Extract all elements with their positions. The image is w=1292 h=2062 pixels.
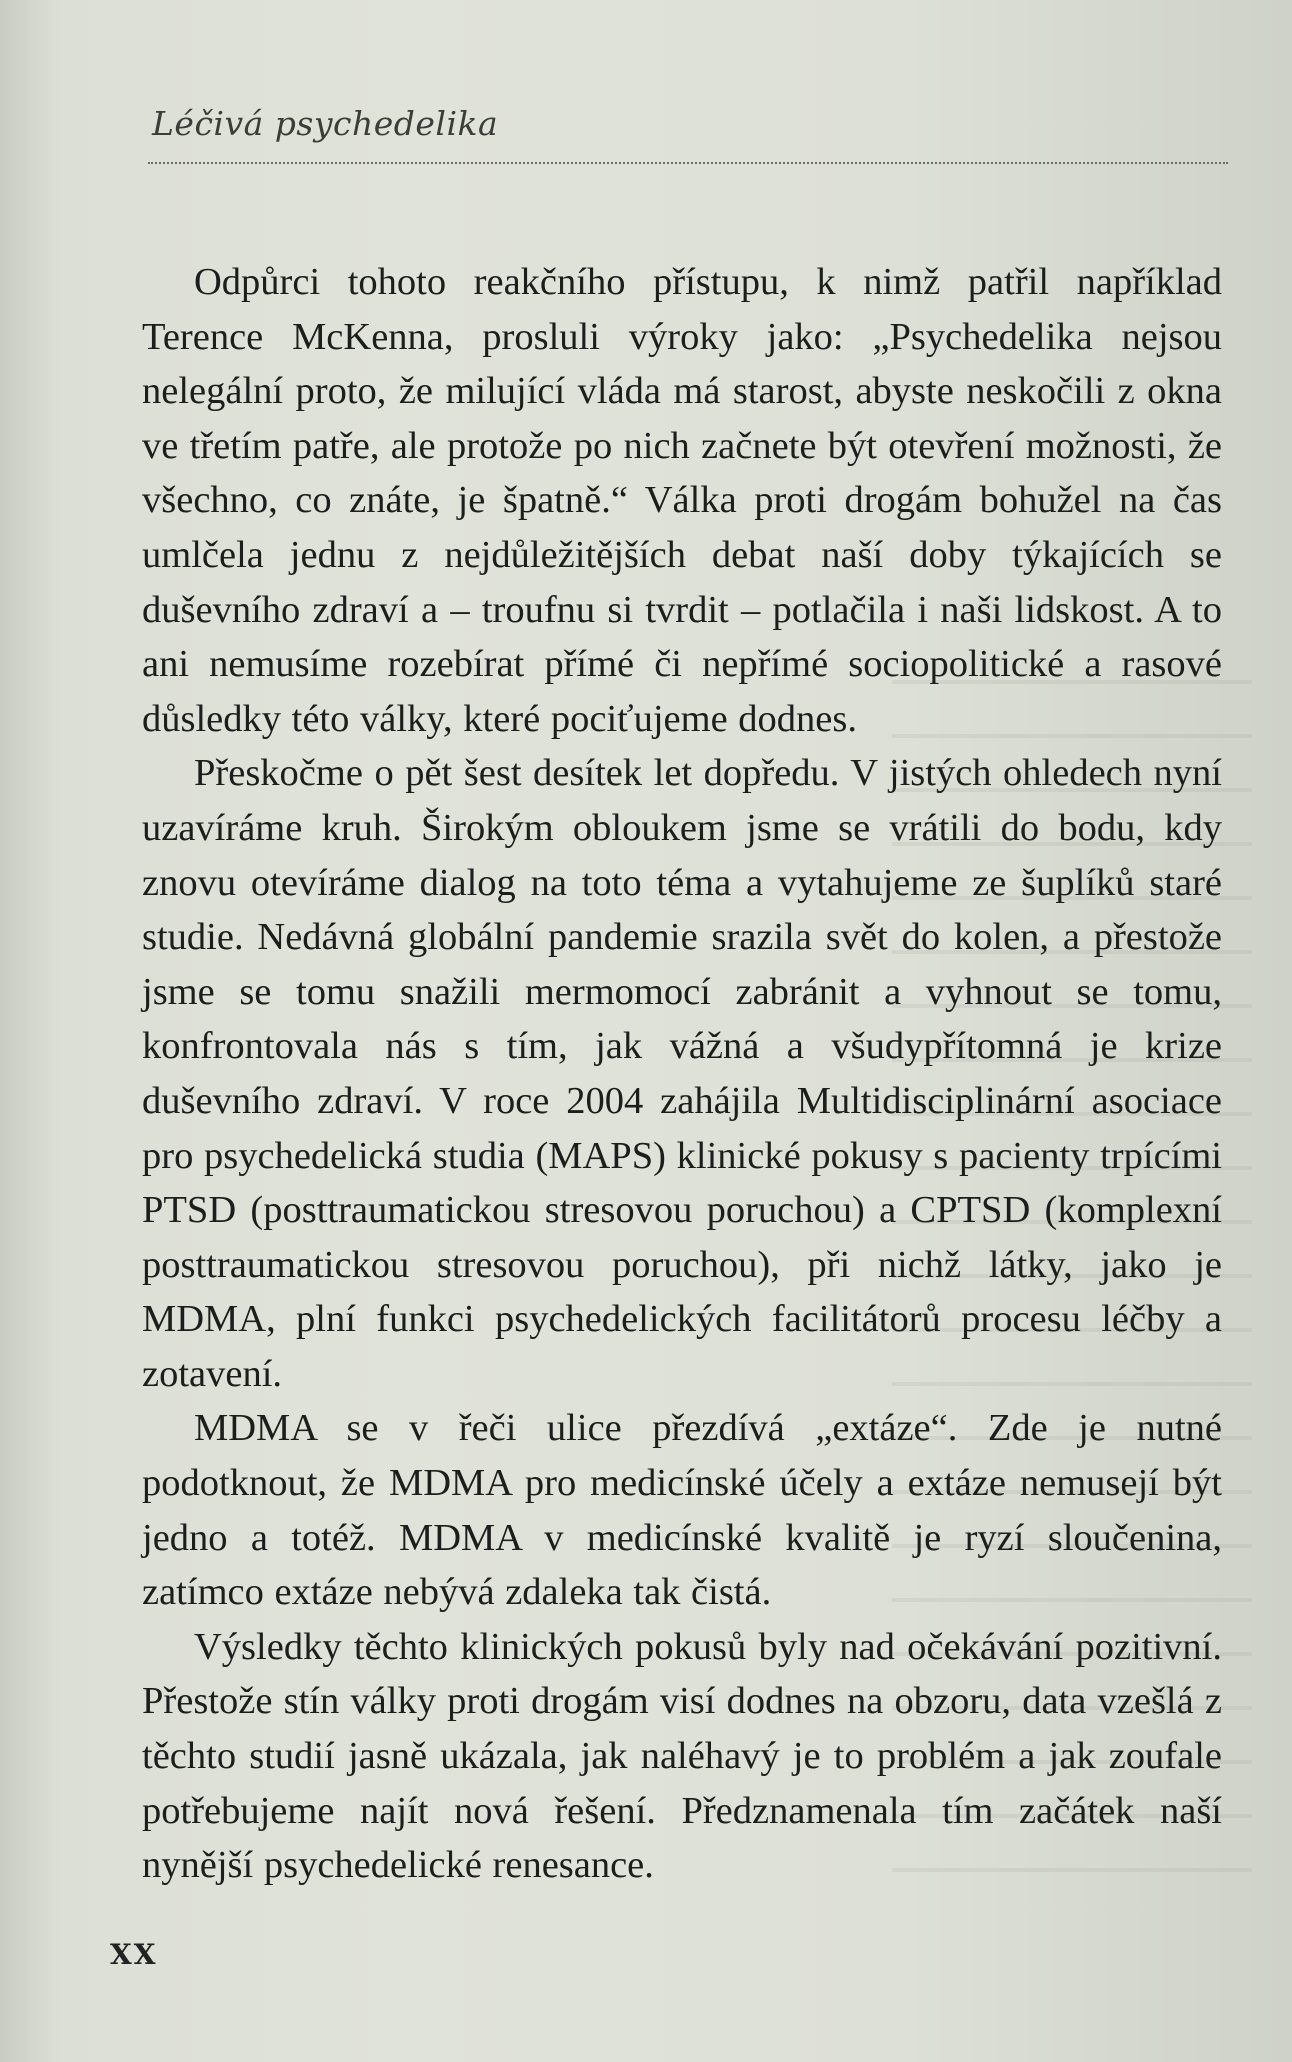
body-text	[142, 255, 1222, 1893]
paragraph-1: Odpůrci tohoto reakčního přístupu, k nimž patřil například Terence McKenna, prosluli výroky jako: „Psychedelika nejsou nelegální proto, že milující vláda má starost, abyste neskočili z okna ve třetím patře, ale protože po nich začnete být otevření možnosti, že všechno, co znáte, je špatně.“ Válka proti drogám bohužel na čas umlčela jednu z nejdůležitějších debat naší doby týkajících se duševního zdraví a – troufnu si tvrdit – potlačila i naši lidskost. A to ani nemusíme rozebírat přímé či nepřímé sociopolitické a rasové důsledky této války, které pociťujeme dodnes.	[142, 261, 1222, 740]
running-head: Léčivá psychedelika	[152, 104, 499, 143]
header-dotted-rule	[148, 162, 1228, 164]
page-number: XX	[110, 1938, 158, 1971]
paragraph-3: MDMA se v řeči ulice přezdívá „extáze“. Zde je nutné podotknout, že MDMA pro medicínské účely a extáze nemusejí být jedno a totéž. MDMA v medicínské kvalitě je ryzí sloučenina, zatímco extáze nebývá zdaleka tak čistá.	[142, 1407, 1222, 1614]
paragraph-4: Výsledky těchto klinických pokusů byly nad očekávání pozitivní. Přestože stín války proti drogám visí dodnes na obzoru, data vzešlá z těchto studií jasně ukázala, jak naléhavý je to problém a jak zoufale potřebujeme najít nová řešení. Předznamenala tím začátek naší nynější psychedelické renesance.	[142, 1625, 1222, 1887]
paragraph-2: Přeskočme o pět šest desítek let dopředu. V jistých ohledech nyní uzavíráme kruh. Širokým obloukem jsme se vrátili do bodu, kdy znovu otevíráme dialog na toto téma a vytahujeme ze šuplíků staré studie. Nedávná globální pandemie srazila svět do kolen, a přestože jsme se tomu snažili mermomocí zabránit a vyhnout se tomu, konfrontovala nás s tím, jak vážná a všudypřítomná je krize duševního zdraví. V roce 2004 zahájila Multidisciplinární asociace pro psychedelická studia (MAPS) klinické pokusy s pacienty trpícími PTSD (posttraumatickou stresovou poruchou) a CPTSD (komplexní posttraumatickou stresovou poruchou), při nichž látky, jako je MDMA, plní funkci psychedelických facilitátorů procesu léčby a zotavení.	[142, 752, 1222, 1395]
